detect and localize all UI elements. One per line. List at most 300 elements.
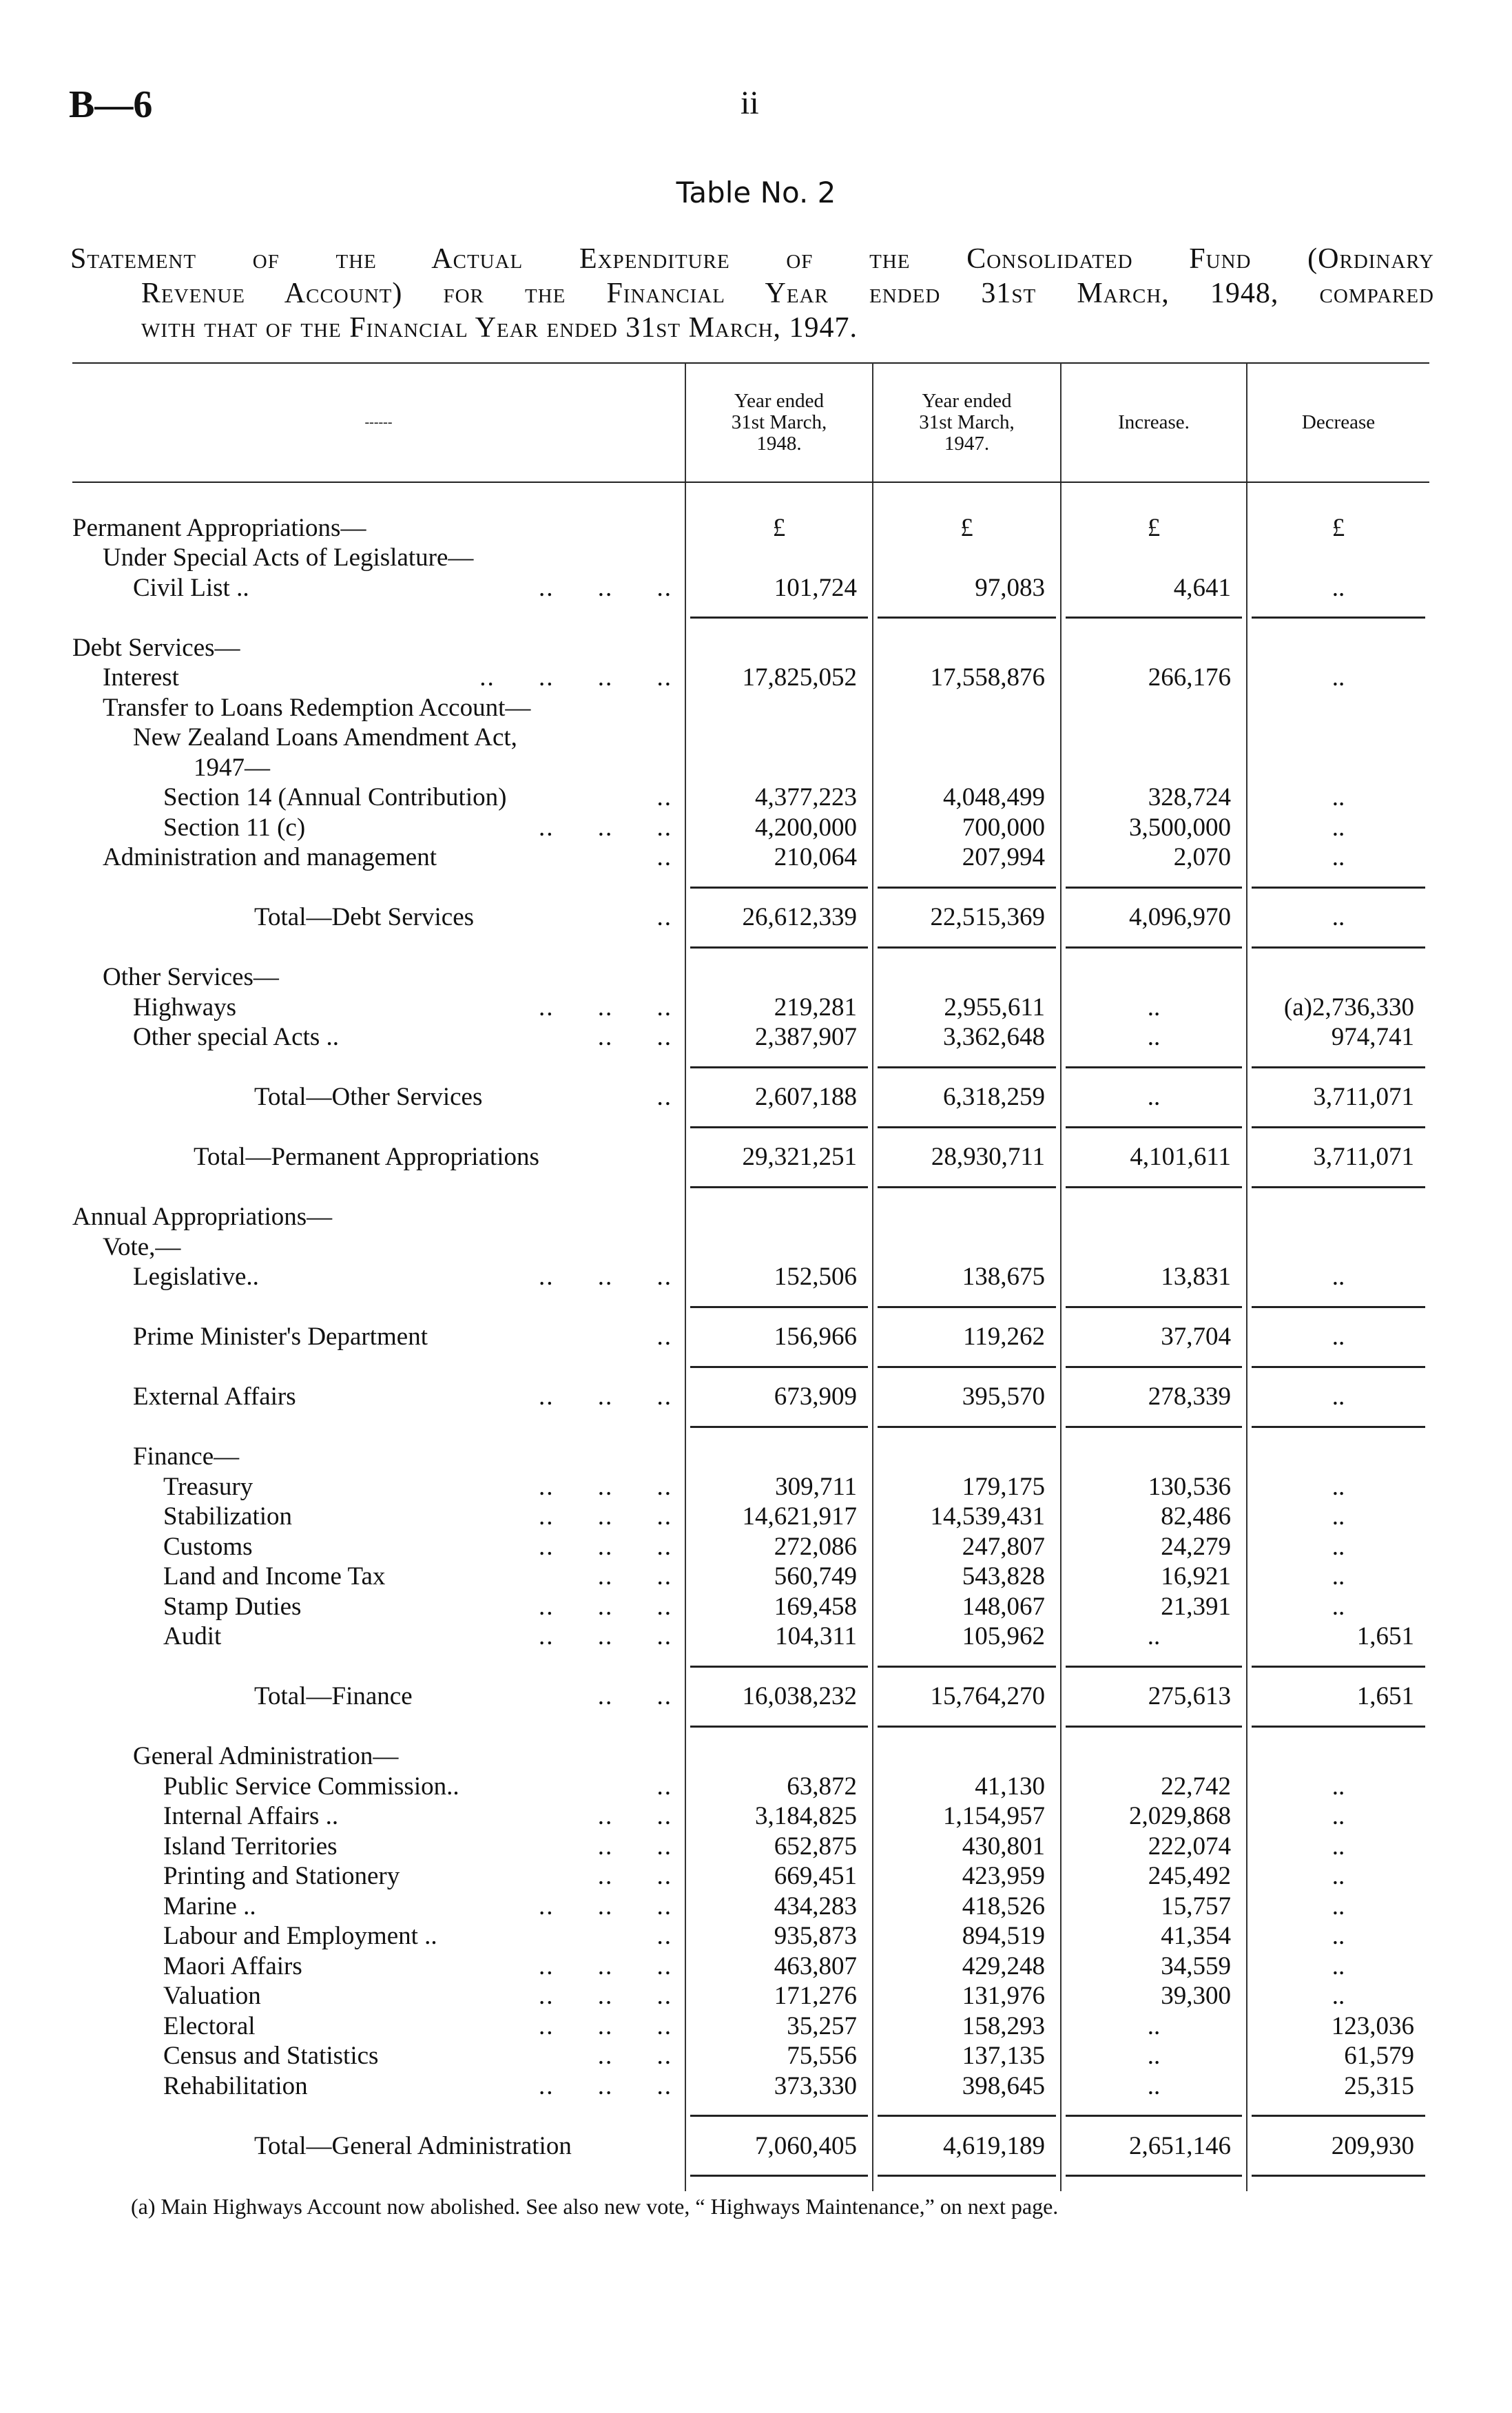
value-decrease: (a)2,736,330 xyxy=(1247,993,1429,1023)
leader-dots: .. .. .. xyxy=(539,1382,672,1411)
value-increase: 4,101,611 xyxy=(1061,1142,1247,1172)
table-row xyxy=(72,1322,1429,1352)
value-increase xyxy=(1061,693,1247,723)
value-1948: 272,086 xyxy=(685,1532,873,1562)
value-increase xyxy=(1061,962,1247,993)
value-1947 xyxy=(873,1652,1061,1682)
value-increase: 222,074 xyxy=(1061,1832,1247,1862)
value-1948 xyxy=(685,873,873,903)
rule-row xyxy=(72,1712,1429,1742)
table-row xyxy=(72,573,1429,603)
value-increase: 245,492 xyxy=(1061,1861,1247,1892)
value-1947: 3,362,648 xyxy=(873,1022,1061,1053)
header-line: Year ended xyxy=(734,389,824,412)
value-1947: 430,801 xyxy=(873,1832,1061,1862)
leader-dots: .. .. .. xyxy=(539,1982,672,2010)
table-row xyxy=(72,1622,1429,1652)
document-code: B—6 xyxy=(69,83,153,126)
value-increase: £ xyxy=(1061,513,1247,543)
value-1948: 309,711 xyxy=(685,1472,873,1502)
value-1947 xyxy=(873,1412,1061,1442)
value-1948: 7,060,405 xyxy=(685,2131,873,2162)
total-row xyxy=(72,1142,1429,1172)
value-1947 xyxy=(873,543,1061,573)
row-label-cell xyxy=(72,1592,685,1622)
row-label-cell xyxy=(72,513,685,543)
row-label: Maori Affairs xyxy=(163,1951,302,1980)
row-label-cell xyxy=(72,693,685,723)
leader-dots: .. .. .. xyxy=(539,2071,672,2100)
spacer-row xyxy=(72,482,1429,513)
header-year-1947 xyxy=(873,363,1061,482)
value-decrease: .. xyxy=(1247,1801,1429,1832)
row-label-cell xyxy=(72,1981,685,2011)
value-decrease xyxy=(1247,1292,1429,1323)
heading-row xyxy=(72,633,1429,663)
value-1948: 63,872 xyxy=(685,1772,873,1802)
table-row xyxy=(72,1592,1429,1622)
value-1948 xyxy=(685,693,873,723)
row-label: Census and Statistics xyxy=(163,2042,379,2070)
rule-row xyxy=(72,873,1429,903)
leader-dots: .. .. xyxy=(597,1832,672,1861)
value-1948 xyxy=(685,1412,873,1442)
value-1948 xyxy=(685,753,873,783)
heading-row xyxy=(72,1202,1429,1232)
value-increase: 37,704 xyxy=(1061,1322,1247,1352)
value-1947 xyxy=(873,1292,1061,1323)
value-increase: 266,176 xyxy=(1061,663,1247,693)
row-label-cell xyxy=(72,993,685,1023)
row-label: Total—Debt Services xyxy=(254,903,475,931)
table-row xyxy=(72,1981,1429,2011)
value-1947: 700,000 xyxy=(873,813,1061,843)
leader-dots: .. xyxy=(656,1083,672,1111)
value-1947: 131,976 xyxy=(873,1981,1061,2011)
value-1948: 101,724 xyxy=(685,573,873,603)
row-label-cell xyxy=(72,1562,685,1592)
value-1948: £ xyxy=(685,513,873,543)
value-increase: 2,651,146 xyxy=(1061,2131,1247,2162)
leader-dots: .. .. .. xyxy=(539,2011,672,2040)
table-row xyxy=(72,1921,1429,1951)
row-label: Total—Other Services xyxy=(254,1083,483,1111)
value-increase: .. xyxy=(1061,2071,1247,2102)
rule-row xyxy=(72,603,1429,633)
leader-dots: .. .. .. xyxy=(539,573,672,602)
value-increase: 130,536 xyxy=(1061,1472,1247,1502)
value-1948: 560,749 xyxy=(685,1562,873,1592)
table-row xyxy=(72,1502,1429,1532)
table-row xyxy=(72,783,1429,813)
row-label-cell xyxy=(72,2161,685,2191)
value-increase xyxy=(1061,1053,1247,1083)
value-1947 xyxy=(873,1172,1061,1203)
row-label: Transfer to Loans Redemption Account— xyxy=(103,693,531,722)
table-body xyxy=(72,482,1429,2191)
heading-row xyxy=(72,753,1429,783)
value-1947 xyxy=(873,1352,1061,1382)
row-label-cell xyxy=(72,633,685,663)
row-label: Electoral xyxy=(163,2011,256,2040)
header-line: 1948. xyxy=(756,432,802,455)
value-1947: 543,828 xyxy=(873,1562,1061,1592)
rule-row xyxy=(72,933,1429,963)
row-label: Stamp Duties xyxy=(163,1592,302,1621)
rule-row xyxy=(72,2161,1429,2191)
row-label-cell xyxy=(72,1832,685,1862)
value-decrease xyxy=(1247,1112,1429,1143)
row-label: Other Services— xyxy=(103,963,279,991)
leader-dots: .. .. .. xyxy=(539,1592,672,1621)
value-decrease: .. xyxy=(1247,1262,1429,1292)
value-decrease: .. xyxy=(1247,1832,1429,1862)
leader-dots: .. .. .. xyxy=(539,1622,672,1650)
value-1947: 429,248 xyxy=(873,1951,1061,1982)
value-1948: 463,807 xyxy=(685,1951,873,1982)
value-1948: 17,825,052 xyxy=(685,663,873,693)
row-label: Other special Acts .. xyxy=(133,1023,339,1051)
value-increase: .. xyxy=(1061,1082,1247,1112)
row-label-cell xyxy=(72,813,685,843)
value-decrease: .. xyxy=(1247,573,1429,603)
value-1948: 935,873 xyxy=(685,1921,873,1951)
row-label: Labour and Employment .. xyxy=(163,1922,437,1950)
value-1948: 14,621,917 xyxy=(685,1502,873,1532)
row-label-cell xyxy=(72,1801,685,1832)
value-decrease xyxy=(1247,1232,1429,1263)
value-1947: 137,135 xyxy=(873,2041,1061,2071)
row-label: Total—Permanent Appropriations xyxy=(194,1143,539,1171)
value-1947: 1,154,957 xyxy=(873,1801,1061,1832)
value-decrease xyxy=(1247,1202,1429,1232)
page-number: ii xyxy=(741,85,759,121)
value-1947 xyxy=(873,2101,1061,2131)
row-label-cell xyxy=(72,962,685,993)
value-decrease: .. xyxy=(1247,1532,1429,1562)
leader-dots: .. .. .. xyxy=(539,813,672,842)
value-1948 xyxy=(685,1442,873,1472)
table-row xyxy=(72,1382,1429,1412)
header-line: 31st March, xyxy=(919,411,1015,433)
value-1947: 894,519 xyxy=(873,1921,1061,1951)
value-1947: 14,539,431 xyxy=(873,1502,1061,1532)
row-label-cell xyxy=(72,2071,685,2102)
value-increase: 3,500,000 xyxy=(1061,813,1247,843)
table-row xyxy=(72,663,1429,693)
value-1947 xyxy=(873,1232,1061,1263)
value-1948 xyxy=(685,723,873,753)
value-decrease: .. xyxy=(1247,902,1429,933)
row-label: Customs xyxy=(163,1532,253,1561)
value-increase xyxy=(1061,1352,1247,1382)
value-decrease: .. xyxy=(1247,1772,1429,1802)
row-label: Under Special Acts of Legislature— xyxy=(103,543,474,572)
row-label-cell xyxy=(72,1022,685,1053)
row-label-cell xyxy=(72,902,685,933)
total-row xyxy=(72,2131,1429,2162)
value-1948: 669,451 xyxy=(685,1861,873,1892)
leader-dots: .. .. .. xyxy=(539,1892,672,1920)
table-row xyxy=(72,993,1429,1023)
header-line: 1947. xyxy=(944,432,990,455)
leader-dots: .. .. xyxy=(597,1862,672,1890)
value-decrease: 61,579 xyxy=(1247,2041,1429,2071)
value-1947 xyxy=(873,1112,1061,1143)
row-label-cell xyxy=(72,2011,685,2042)
value-increase xyxy=(1061,2101,1247,2131)
value-decrease: .. xyxy=(1247,1382,1429,1412)
value-1948: 156,966 xyxy=(685,1322,873,1352)
value-1948: 2,607,188 xyxy=(685,1082,873,1112)
leader-dots: .. .. xyxy=(597,1682,672,1710)
value-increase: 22,742 xyxy=(1061,1772,1247,1802)
leader-dots: .. .. .. xyxy=(539,1502,672,1531)
leader-dots: .. .. .. xyxy=(539,1951,672,1980)
total-row xyxy=(72,1681,1429,1712)
value-1948: 104,311 xyxy=(685,1622,873,1652)
value-decrease: .. xyxy=(1247,1502,1429,1532)
value-1948 xyxy=(685,1652,873,1682)
value-increase: 275,613 xyxy=(1061,1681,1247,1712)
value-increase xyxy=(1061,1712,1247,1742)
row-label: Section 11 (c) xyxy=(163,813,306,842)
row-label-cell xyxy=(72,842,685,873)
value-1948 xyxy=(685,1741,873,1772)
value-1947: 207,994 xyxy=(873,842,1061,873)
table-row xyxy=(72,1892,1429,1922)
table-row xyxy=(72,1951,1429,1982)
value-1947 xyxy=(873,723,1061,753)
row-label-cell xyxy=(72,1382,685,1412)
table-row xyxy=(72,1022,1429,1053)
value-1947: 4,048,499 xyxy=(873,783,1061,813)
value-decrease xyxy=(1247,1741,1429,1772)
row-label-cell xyxy=(72,1921,685,1951)
row-label-cell xyxy=(72,1322,685,1352)
value-1948 xyxy=(685,1232,873,1263)
total-row xyxy=(72,1082,1429,1112)
row-label-cell xyxy=(72,1202,685,1232)
value-decrease xyxy=(1247,1442,1429,1472)
row-label-cell xyxy=(72,1951,685,1982)
value-1948: 673,909 xyxy=(685,1382,873,1412)
leader-dots: .. .. xyxy=(597,1023,672,1051)
leader-dots: .. .. .. xyxy=(539,1263,672,1291)
value-increase: 2,070 xyxy=(1061,842,1247,873)
row-label: Annual Appropriations— xyxy=(72,1203,333,1231)
leader-dots: .. xyxy=(656,783,672,811)
value-1947 xyxy=(873,933,1061,963)
heading-row xyxy=(72,1232,1429,1263)
title-line-2: Revenue Account) for the Financial Year ended 31st March, 1948, compared xyxy=(141,278,1434,309)
value-increase: .. xyxy=(1061,993,1247,1023)
value-increase xyxy=(1061,723,1247,753)
row-label-cell xyxy=(72,2101,685,2131)
value-1947: 28,930,711 xyxy=(873,1142,1061,1172)
leader-dots: .. xyxy=(656,1323,672,1351)
value-1947: 395,570 xyxy=(873,1382,1061,1412)
value-1947: 6,318,259 xyxy=(873,1082,1061,1112)
row-label: New Zealand Loans Amendment Act, xyxy=(133,723,517,752)
row-label: External Affairs xyxy=(133,1382,296,1411)
row-label: Rehabilitation xyxy=(163,2071,308,2100)
value-1947 xyxy=(873,2161,1061,2191)
value-1947: 179,175 xyxy=(873,1472,1061,1502)
row-label: Stabilization xyxy=(163,1502,293,1531)
table-row xyxy=(72,1532,1429,1562)
value-decrease: .. xyxy=(1247,783,1429,813)
value-increase xyxy=(1061,633,1247,663)
row-label-cell xyxy=(72,1442,685,1472)
value-1947: 418,526 xyxy=(873,1892,1061,1922)
row-label-cell xyxy=(72,1652,685,1682)
heading-row xyxy=(72,1442,1429,1472)
rule-row xyxy=(72,1652,1429,1682)
value-increase xyxy=(1061,603,1247,633)
header-line: Year ended xyxy=(922,389,1012,412)
value-decrease xyxy=(1247,543,1429,573)
rule-row xyxy=(72,1053,1429,1083)
row-label: Public Service Commission.. xyxy=(163,1772,459,1801)
value-decrease: 209,930 xyxy=(1247,2131,1429,2162)
row-label: Audit xyxy=(163,1622,222,1650)
value-decrease: 3,711,071 xyxy=(1247,1142,1429,1172)
heading-row xyxy=(72,693,1429,723)
value-decrease xyxy=(1247,933,1429,963)
value-decrease xyxy=(1247,962,1429,993)
row-label-cell xyxy=(72,1622,685,1652)
row-label-cell xyxy=(72,1712,685,1742)
row-label-cell xyxy=(72,1472,685,1502)
value-1948: 26,612,339 xyxy=(685,902,873,933)
row-label-cell xyxy=(72,1681,685,1712)
value-1947: 4,619,189 xyxy=(873,2131,1061,2162)
value-increase xyxy=(1061,1292,1247,1323)
row-label-cell xyxy=(72,753,685,783)
leader-dots: .. .. .. xyxy=(539,993,672,1022)
row-label: General Administration— xyxy=(133,1742,399,1770)
heading-row xyxy=(72,962,1429,993)
value-1948 xyxy=(685,1712,873,1742)
table-row xyxy=(72,1832,1429,1862)
table-row xyxy=(72,813,1429,843)
value-1948: 4,377,223 xyxy=(685,783,873,813)
rule-row xyxy=(72,1292,1429,1323)
spacer-cell xyxy=(72,482,685,513)
value-increase: 13,831 xyxy=(1061,1262,1247,1292)
value-increase: .. xyxy=(1061,2011,1247,2042)
value-increase: 16,921 xyxy=(1061,1562,1247,1592)
row-label-cell xyxy=(72,2041,685,2071)
row-label: 1947— xyxy=(194,753,270,782)
value-decrease: 3,711,071 xyxy=(1247,1082,1429,1112)
value-increase xyxy=(1061,933,1247,963)
value-decrease xyxy=(1247,1412,1429,1442)
value-increase xyxy=(1061,1741,1247,1772)
value-increase: 21,391 xyxy=(1061,1592,1247,1622)
table-row xyxy=(72,1861,1429,1892)
leader-dots: .. xyxy=(656,843,672,871)
row-label-cell xyxy=(72,1502,685,1532)
title-line-3: with that of the Financial Year ended 31st March, 1947. xyxy=(141,312,858,344)
value-decrease: .. xyxy=(1247,1562,1429,1592)
value-1947 xyxy=(873,1442,1061,1472)
value-increase: 4,641 xyxy=(1061,573,1247,603)
value-1948 xyxy=(685,1292,873,1323)
heading-row xyxy=(72,513,1429,543)
value-decrease: .. xyxy=(1247,813,1429,843)
header-row xyxy=(72,363,1429,482)
value-1947: 15,764,270 xyxy=(873,1681,1061,1712)
value-decrease xyxy=(1247,603,1429,633)
table-row xyxy=(72,1472,1429,1502)
value-decrease: .. xyxy=(1247,1861,1429,1892)
row-label: Highways xyxy=(133,993,237,1022)
row-label-cell xyxy=(72,1892,685,1922)
value-1947: 138,675 xyxy=(873,1262,1061,1292)
value-decrease xyxy=(1247,1652,1429,1682)
value-increase: 41,354 xyxy=(1061,1921,1247,1951)
spacer-cell xyxy=(685,482,873,513)
value-decrease xyxy=(1247,2161,1429,2191)
value-decrease xyxy=(1247,1352,1429,1382)
row-label-cell xyxy=(72,1142,685,1172)
value-1948: 373,330 xyxy=(685,2071,873,2102)
row-label-cell xyxy=(72,1412,685,1442)
heading-row xyxy=(72,1741,1429,1772)
row-label-cell xyxy=(72,933,685,963)
value-1947 xyxy=(873,1712,1061,1742)
spacer-cell xyxy=(873,482,1061,513)
value-increase xyxy=(1061,543,1247,573)
value-increase: 278,339 xyxy=(1061,1382,1247,1412)
row-label: Vote,— xyxy=(103,1232,181,1261)
value-decrease: 25,315 xyxy=(1247,2071,1429,2102)
value-decrease: 1,651 xyxy=(1247,1622,1429,1652)
value-1947 xyxy=(873,693,1061,723)
table-row xyxy=(72,2071,1429,2102)
value-1948 xyxy=(685,1352,873,1382)
row-label: Legislative.. xyxy=(133,1263,259,1291)
value-decrease: .. xyxy=(1247,842,1429,873)
value-1947: 247,807 xyxy=(873,1532,1061,1562)
value-increase: 39,300 xyxy=(1061,1981,1247,2011)
value-1948: 152,506 xyxy=(685,1262,873,1292)
header-year-1948 xyxy=(685,363,873,482)
row-label: Administration and management xyxy=(103,843,437,871)
row-label-cell xyxy=(72,663,685,693)
value-decrease xyxy=(1247,873,1429,903)
value-1948: 652,875 xyxy=(685,1832,873,1862)
header-increase: Increase. xyxy=(1061,363,1247,482)
value-1948: 2,387,907 xyxy=(685,1022,873,1053)
row-label: Debt Services— xyxy=(72,633,240,662)
table-row xyxy=(72,2011,1429,2042)
value-decrease: .. xyxy=(1247,1921,1429,1951)
value-1947 xyxy=(873,603,1061,633)
value-decrease: 974,741 xyxy=(1247,1022,1429,1053)
value-increase xyxy=(1061,1112,1247,1143)
value-increase: 328,724 xyxy=(1061,783,1247,813)
value-increase: .. xyxy=(1061,2041,1247,2071)
value-increase: .. xyxy=(1061,1022,1247,1053)
value-1947 xyxy=(873,1741,1061,1772)
table-row xyxy=(72,1801,1429,1832)
value-decrease xyxy=(1247,1712,1429,1742)
value-1948: 434,283 xyxy=(685,1892,873,1922)
table-number: Table No. 2 xyxy=(676,176,836,209)
